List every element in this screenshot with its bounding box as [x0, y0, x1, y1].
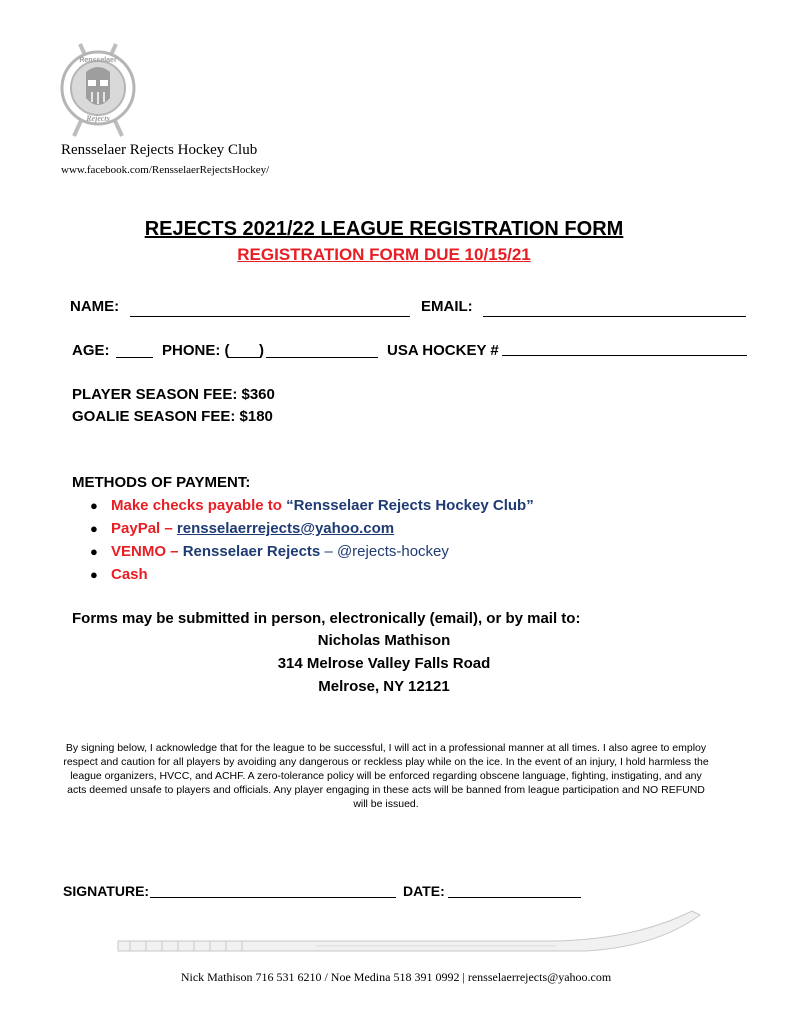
due-notice: REGISTRATION FORM DUE 10/15/21 — [237, 245, 531, 264]
player-fee: PLAYER SEASON FEE: $360 — [72, 386, 275, 403]
submission-address-1: 314 Melrose Valley Falls Road — [277, 655, 491, 672]
date-label: DATE: — [403, 883, 445, 899]
email-field[interactable] — [483, 316, 746, 317]
check-prefix: Make checks payable to — [111, 497, 287, 514]
bullet-icon: ● — [90, 498, 98, 513]
venmo-prefix: VENMO – — [111, 543, 183, 560]
logo-text-bottom: Rejects — [86, 114, 110, 123]
submission-name: Nicholas Mathison — [317, 632, 451, 649]
phone-close-paren: ) — [259, 342, 264, 359]
goalie-fee: GOALIE SEASON FEE: $180 — [72, 408, 273, 425]
venmo-handle: – @rejects-hockey — [320, 543, 449, 560]
check-payee: “Rensselaer Rejects Hockey Club” — [286, 497, 534, 514]
footer-contacts: Nick Mathison 716 531 6210 / Noe Medina 518 391 0992 | rensselaerrejects@yahoo.com — [180, 970, 612, 984]
signature-label: SIGNATURE: — [63, 883, 150, 899]
submission-intro: Forms may be submitted in person, electronically (email), or by mail to: — [72, 610, 581, 627]
name-field[interactable] — [130, 316, 410, 317]
name-label: NAME: — [70, 298, 120, 315]
payment-heading: METHODS OF PAYMENT: — [72, 474, 251, 491]
paypal-email-link[interactable]: rensselaerrejects@yahoo.com — [176, 520, 395, 537]
disclaimer-text: By signing below, I acknowledge that for the league to be successful, I will act in a professional manner at all times. I also agree to employ respect and caution for all players by avoiding any dangerous or reckless play while on the ice. In the event of an injury, I hold harmless the league organizers, HVCC, and ACHF. A zero-tolerance policy will be enforced regarding obscene language, fighting, instigating, and any acts deemed unsafe to players and officials. Any player engaging in these acts will be banned from league participation and NO REFUND will be issued. — [63, 742, 709, 810]
venmo-name: Rensselaer Rejects — [182, 543, 321, 560]
bullet-icon: ● — [90, 521, 98, 536]
date-field[interactable] — [448, 897, 581, 898]
payment-method-venmo — [86, 540, 534, 563]
phone-label: PHONE: ( — [162, 342, 230, 359]
logo-text-top: Rensselaer — [79, 57, 117, 64]
bullet-icon: ● — [90, 544, 98, 559]
cash-label: Cash — [111, 566, 148, 583]
form-title: REJECTS 2021/22 LEAGUE REGISTRATION FORM — [144, 218, 624, 240]
phone-area-code-field[interactable] — [229, 357, 260, 358]
age-label: AGE: — [72, 342, 110, 359]
signature-field[interactable] — [150, 897, 396, 898]
usa-hockey-field[interactable] — [502, 355, 747, 356]
email-label: EMAIL: — [421, 298, 473, 315]
club-name: Rensselaer Rejects Hockey Club — [61, 142, 258, 158]
club-url: www.facebook.com/RensselaerRejectsHockey/ — [61, 164, 270, 176]
payment-methods-list — [86, 494, 534, 586]
payment-method-cash — [86, 563, 534, 586]
phone-number-field[interactable] — [266, 357, 378, 358]
bullet-icon: ● — [90, 567, 98, 582]
submission-address-2: Melrose, NY 12121 — [318, 678, 450, 695]
hockey-stick-icon — [116, 905, 702, 953]
payment-method-check — [86, 494, 534, 517]
paypal-prefix: PayPal – — [111, 520, 177, 537]
rejects-logo — [58, 42, 138, 138]
usa-hockey-label: USA HOCKEY # — [387, 342, 499, 359]
payment-method-paypal — [86, 517, 534, 540]
age-field[interactable] — [116, 357, 153, 358]
